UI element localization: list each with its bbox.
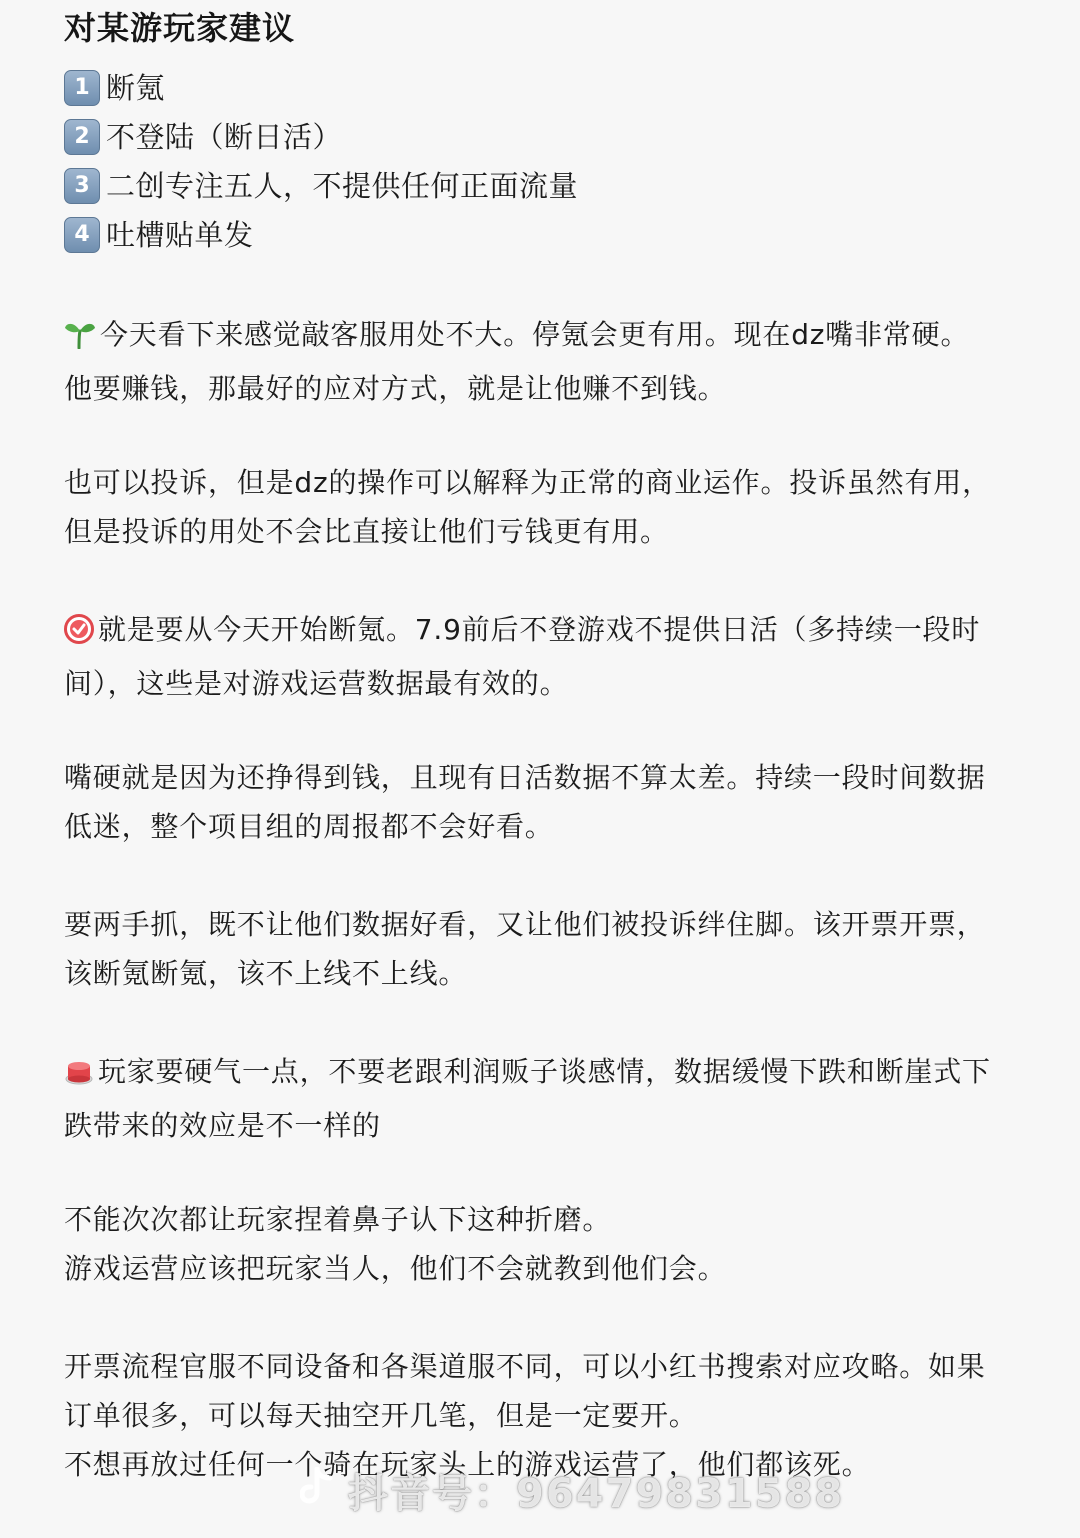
list-item-2 bbox=[64, 115, 342, 159]
list-item-text: 断氪 bbox=[106, 71, 166, 105]
list-item-text: 二创专注五人，不提供任何正面流量 bbox=[106, 169, 579, 203]
paragraph-line: 但是投诉的用处不会比直接让他们亏钱更有用。 bbox=[64, 515, 669, 548]
paragraph-line: 游戏运营应该把玩家当人，他们不会就教到他们会。 bbox=[64, 1252, 727, 1285]
paragraph-line: 就是要从今天开始断氪。7.9前后不登游戏不提供日活（多持续一段时 bbox=[98, 613, 981, 646]
paragraph-line: 订单很多，可以每天抽空开几笔，但是一定要开。 bbox=[64, 1399, 698, 1432]
paragraph-line: 也可以投诉，但是dz的操作可以解释为正常的商业运作。投诉虽然有用， bbox=[64, 466, 991, 499]
paragraph-line: 玩家要硬气一点，不要老跟利润贩子谈感情，数据缓慢下跌和断崖式下 bbox=[98, 1055, 991, 1088]
list-item-3 bbox=[64, 164, 578, 208]
watermark bbox=[300, 1462, 844, 1519]
list-item-text: 不登陆（断日活） bbox=[106, 120, 343, 154]
keycap-3-icon: 3 bbox=[64, 168, 100, 204]
paragraph-line: 他要赚钱，那最好的应对方式，就是让他赚不到钱。 bbox=[64, 372, 727, 405]
paragraph-line: 今天看下来感觉敲客服用处不大。停氪会更有用。现在dz嘴非常硬。 bbox=[100, 318, 970, 351]
paragraph-3 bbox=[64, 605, 1034, 708]
paragraph-line: 间），这些是对游戏运营数据最有效的。 bbox=[64, 667, 569, 700]
tiktok-logo-icon bbox=[300, 1467, 334, 1515]
post-title: 对某游玩家建议 bbox=[64, 9, 296, 47]
paragraph-line: 要两手抓，既不让他们数据好看，又让他们被投诉绊住脚。该开票开票， bbox=[64, 908, 986, 941]
list-item-4 bbox=[64, 213, 254, 257]
keycap-1-icon: 1 bbox=[64, 70, 100, 106]
paragraph-line: 嘴硬就是因为还挣得到钱，且现有日活数据不算太差。持续一段时间数据 bbox=[64, 761, 986, 794]
paragraph-2 bbox=[64, 458, 1034, 556]
paragraph-7 bbox=[64, 1195, 1034, 1293]
check-circle-icon bbox=[64, 610, 94, 659]
keycap-4-icon: 4 bbox=[64, 217, 100, 253]
paragraph-line: 该断氪断氪，该不上线不上线。 bbox=[64, 957, 468, 990]
watermark-text: 抖音号：96479831588 bbox=[348, 1471, 845, 1517]
keycap-2-icon: 2 bbox=[64, 119, 100, 155]
sprout-icon bbox=[64, 315, 96, 364]
paragraph-4 bbox=[64, 753, 1034, 851]
list-item-text: 吐槽贴单发 bbox=[106, 218, 254, 252]
paragraph-5 bbox=[64, 900, 1034, 998]
paragraph-6 bbox=[64, 1047, 1034, 1150]
paragraph-line: 低迷，整个项目组的周报都不会好看。 bbox=[64, 810, 554, 843]
list-item-1 bbox=[64, 66, 165, 110]
paragraph-line: 不想再放过任何一个骑在玩家头上的游戏运营了，他们都该死。 bbox=[64, 1448, 871, 1481]
paragraph-line: 不能次次都让玩家捏着鼻子认下这种折磨。 bbox=[64, 1203, 612, 1236]
paragraph-line: 开票流程官服不同设备和各渠道服不同，可以小红书搜索对应攻略。如果 bbox=[64, 1350, 986, 1383]
paragraph-1 bbox=[64, 310, 1034, 413]
red-button-icon bbox=[64, 1052, 94, 1101]
paragraph-line: 跌带来的效应是不一样的 bbox=[64, 1109, 381, 1142]
